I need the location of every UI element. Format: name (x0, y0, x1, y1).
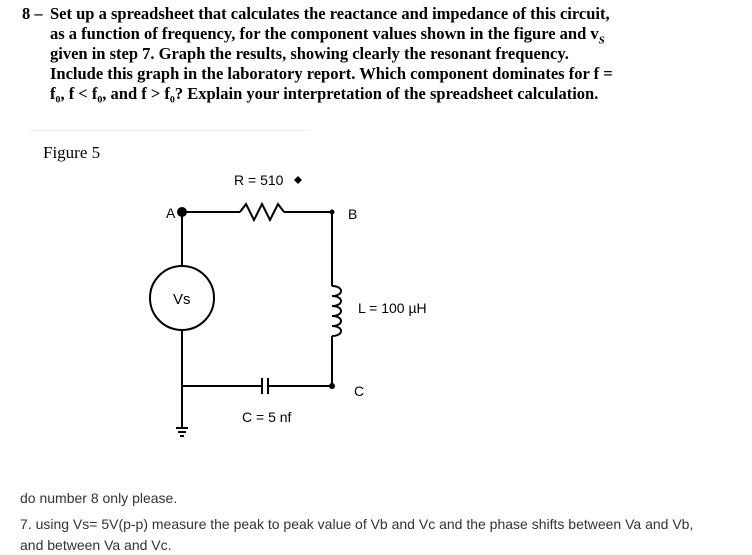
inductor-symbol (332, 286, 341, 336)
inductor-label: L = 100 µH (358, 300, 427, 316)
note-line-2: 7. using Vs= 5V(p-p) measure the peak to peak value of Vb and Vc and the phase shifts between Va and Vb, (20, 516, 694, 532)
source-label: Vs (173, 291, 191, 308)
node-b-label: B (348, 206, 358, 222)
question-line-2-text: as a function of frequency, for the component values shown in the figure and v (50, 24, 599, 43)
question-line-4: Include this graph in the laboratory report. Which component dominates for f = (50, 64, 613, 83)
capacitor-label: C = 5 nf (242, 409, 292, 425)
question-line-1: Set up a spreadsheet that calculates the reactance and impedance of this circuit, (50, 4, 610, 23)
resistor-label: R = 510 (234, 172, 284, 188)
vs-subscript: S (598, 34, 605, 47)
note-line-3: and between Va and Vc. (20, 537, 172, 553)
resistor-symbol (240, 204, 284, 220)
resistor-marker-icon (294, 176, 302, 184)
note-line-1: do number 8 only please. (20, 490, 178, 506)
question-number: 8 – (22, 4, 43, 23)
node-c-label: C (354, 383, 365, 399)
node-a-label: A (166, 205, 176, 221)
figure-label: Figure 5 (43, 143, 101, 162)
question-line-5: f₀, f < f₀, and f > f₀? Explain your interpretation of the spreadsheet calculation. (50, 84, 599, 103)
question-line-3: given in step 7. Graph the results, showing clearly the resonant frequency. (50, 44, 569, 63)
